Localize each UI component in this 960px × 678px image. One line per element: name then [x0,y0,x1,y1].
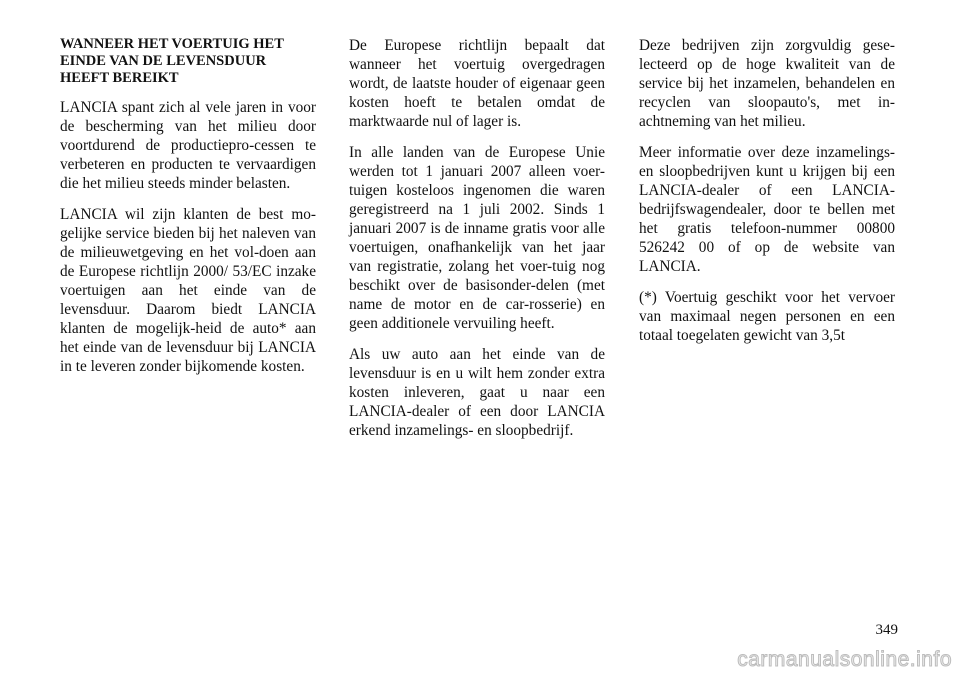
paragraph: LANCIA spant zich al vele jaren in voor de bescherming van het milieu door voortdurend de productiepro-cessen te verbeteren en producten te vervaardigen die het milieu steeds minder belasten. [60,99,316,192]
paragraph: Als uw auto aan het einde van de levensduur is en u wilt hem zonder extra kosten inleveren, gaat u naar een LANCIA-dealer of een door LANCIA erkend inzamelings- en sloopbedrijf. [349,346,605,439]
watermark: carmanualsonline.info [737,648,952,671]
text-column-1 [60,36,316,388]
text-column-3 [639,36,895,357]
paragraph: De Europese richtlijn bepaalt dat wanneer het voertuig overgedragen wordt, de laatste houder of eigenaar geen kosten hoeft te betalen omdat de marktwaarde nul of lager is. [349,37,605,130]
page-number: 349 [875,622,898,638]
paragraph: In alle landen van de Europese Unie werden tot 1 januari 2007 alleen voer-tuigen kosteloos ingenomen die waren geregistreerd na 1 juli 2002. Sinds 1 januari 2007 is de inname gratis voor alle voertuigen, onafhankelijk van het jaar van registratie, zolang het voer-tuig nog beschikt over de basisonder-delen (met name de motor en de car-rosserie) en geen additionele vervuiling heeft. [349,144,605,332]
text-column-2 [349,36,605,452]
footnote: (*) Voertuig geschikt voor het vervoer van maximaal negen personen en een totaal toegelaten gewicht van 3,5t [639,289,895,344]
paragraph: Meer informatie over deze inzamelings- en sloopbedrijven kunt u krijgen bij een LANCIA-dealer of een LANCIA-bedrijfswagendealer, door te bellen met het gratis telefoon-nummer 00800 526242 00 of op de website van LANCIA. [639,144,895,275]
section-heading: WANNEER HET VOERTUIG HET EINDE VAN DE LEVENSDUUR HEEFT BEREIKT [60,36,284,86]
paragraph: LANCIA wil zijn klanten de best mo-gelijke service bieden bij het naleven van de milieuwetgeving en het vol-doen aan de Europese richtlijn 2000/ 53/EC inzake voertuigen aan het einde van de levensduur. Daarom biedt LANCIA klanten de mogelijk-heid de auto* aan het einde van de levensduur bij LANCIA in te leveren zonder bijkomende kosten. [60,206,316,375]
paragraph: Deze bedrijven zijn zorgvuldig gese-lecteerd op de hoge kwaliteit van de service bij het inzamelen, behandelen en recyclen van sloopauto's, met in-achtneming van het milieu. [639,37,895,130]
